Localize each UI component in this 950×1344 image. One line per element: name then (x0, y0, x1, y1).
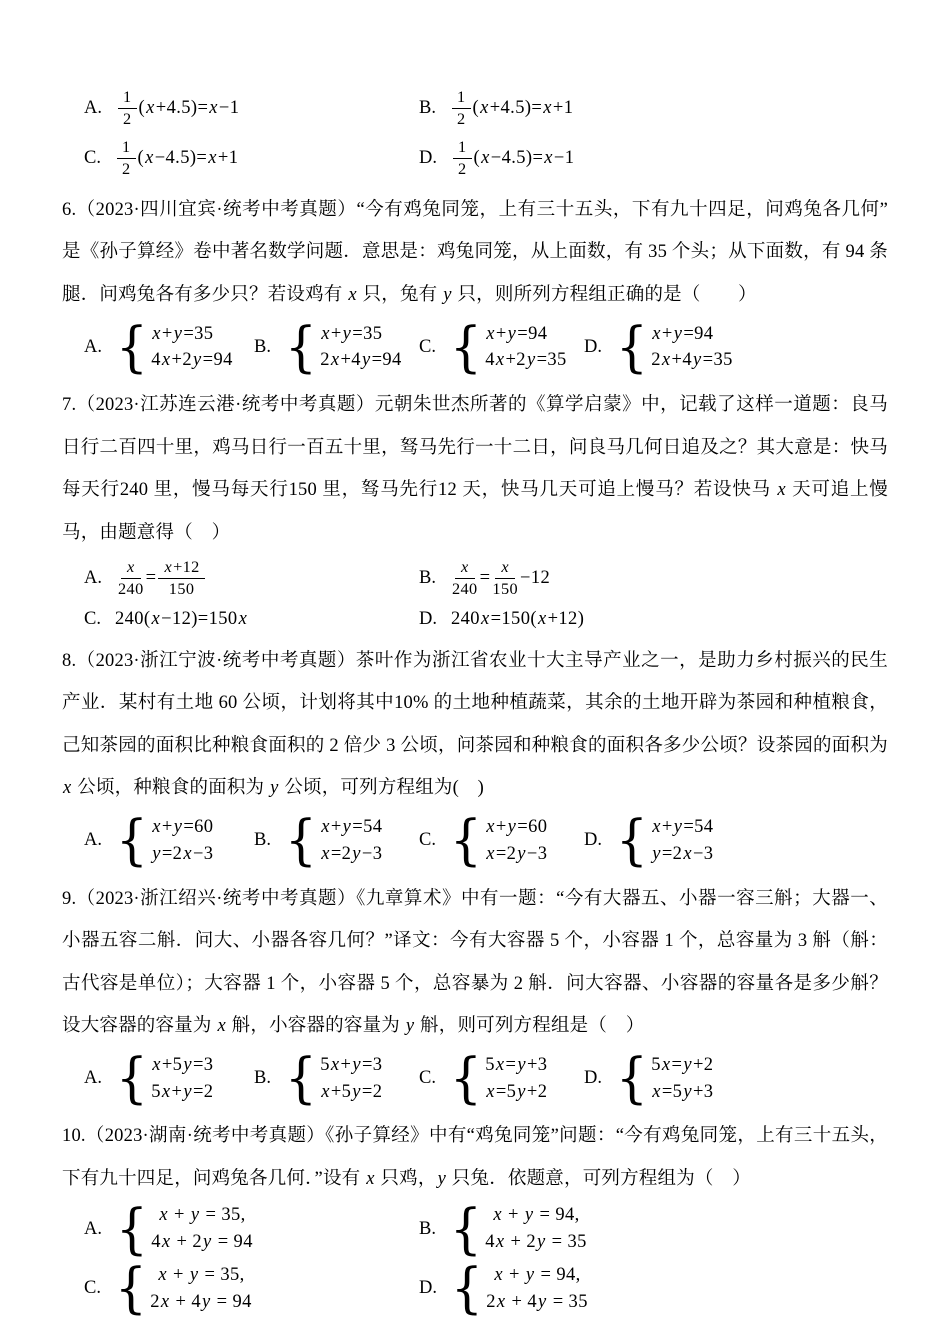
option-formula (616, 1046, 714, 1110)
question-6-option-c (419, 315, 584, 378)
option-label: D. (584, 336, 602, 357)
question-9-options (62, 1046, 888, 1110)
question-7-options-row-1 (62, 558, 888, 598)
fraction: $\frac{1}{2}$ (452, 88, 471, 128)
equation-system (116, 315, 233, 378)
question-9-option-a (84, 1046, 254, 1110)
equation: x+y=54 (652, 816, 714, 837)
equation: x+y=94 (486, 323, 548, 344)
question-6-options (62, 315, 888, 378)
option-label: C. (84, 608, 101, 629)
left-brace: { (116, 315, 149, 378)
question-10-option-a (84, 1197, 419, 1260)
option-label: B. (254, 830, 271, 851)
equation-system (449, 808, 548, 872)
left-brace: { (284, 1046, 318, 1110)
option-label: D. (584, 1068, 602, 1089)
equation: x+y=60 (486, 816, 548, 837)
equation-system (284, 1046, 383, 1110)
left-brace: { (451, 1256, 484, 1320)
option-label: D. (584, 830, 602, 851)
left-brace: { (116, 1046, 149, 1110)
question-7-option-c (84, 609, 419, 630)
option-label: C. (419, 830, 436, 851)
option-formula (284, 808, 383, 872)
option-formula (449, 1197, 587, 1260)
equation: x+5y=3 (152, 1054, 214, 1075)
option-label: D. (419, 1278, 437, 1299)
equation: 5x=y+3 (485, 1054, 548, 1075)
option-formula (451, 1256, 588, 1320)
option-label: B. (419, 97, 436, 118)
left-brace: { (284, 808, 318, 872)
equation-system (616, 315, 733, 378)
question-8-stem: 8.（2023·浙江宁波·统考中考真题）茶叶作为浙江省农业十大主导产业之一，是助力乡村振兴的民生产业．某村有土地 60 公顷，计划将其中10% 的土地种植蔬菜，其余的土地开辟为茶园和种植粮食，己知茶园的面积比种粮食面积的 2 倍少 3 公顷，问茶园和种粮食的面积各多少公顷？设茶园的面积为 x 公顷，种粮食的面积为 y 公顷，可列方程组为( ) (62, 650, 888, 799)
option-formula (616, 808, 714, 872)
option-formula (116, 808, 214, 872)
equation: x=5y+2 (486, 1081, 548, 1102)
left-brace: { (616, 1046, 649, 1110)
question-8-options (62, 808, 888, 872)
orphan-option-a (84, 88, 419, 128)
option-label: A. (84, 830, 102, 851)
option-label: A. (84, 336, 102, 357)
equation: x + y = 94, (494, 1265, 581, 1286)
option-formula: $\frac{1}{2}$ ( x +4.5)= x −1 (116, 88, 239, 128)
question-6-option-a (84, 315, 254, 378)
equation: x+y=94 (652, 323, 714, 344)
option-label: A. (84, 1068, 102, 1089)
option-label: A. (84, 97, 102, 118)
equation-system (284, 808, 383, 872)
left-brace: { (284, 315, 318, 378)
left-brace: { (449, 1197, 483, 1260)
option-formula (449, 808, 548, 872)
option-label: B. (419, 1218, 436, 1239)
question-8 (62, 640, 888, 872)
option-label: C. (419, 336, 436, 357)
left-brace: { (616, 808, 649, 872)
equation-system (284, 315, 402, 378)
question-7-options-row-2 (62, 609, 888, 630)
question-9-option-c (419, 1046, 584, 1110)
option-formula: 240 x =150( x +12) (451, 608, 585, 629)
option-formula: $\frac{1}{2}$ ( x +4.5)= x +1 (450, 88, 573, 128)
equation-system (116, 1197, 253, 1260)
equation-system (616, 1046, 714, 1110)
equation-system (451, 1256, 588, 1320)
equation: 5x+y=2 (151, 1081, 214, 1102)
equation-system (449, 1046, 548, 1110)
question-10 (62, 1115, 888, 1320)
equation: x + y = 94, (493, 1205, 580, 1226)
equation: 4x+2y=35 (485, 350, 567, 371)
fraction: $\frac{1}{2}$ (453, 138, 472, 178)
option-label: C. (84, 1278, 101, 1299)
equation-system (116, 1046, 214, 1110)
question-8-option-d (584, 808, 888, 872)
question-8-option-a (84, 808, 254, 872)
equation-system (116, 808, 214, 872)
question-10-option-c (84, 1256, 419, 1320)
option-formula (284, 1046, 383, 1110)
option-label: C. (419, 1068, 436, 1089)
equation: 2x + 4y = 35 (486, 1291, 588, 1312)
option-label: B. (254, 1068, 271, 1089)
option-formula (116, 315, 233, 378)
equation: x=2y−3 (321, 843, 383, 864)
equation-system (616, 808, 714, 872)
option-formula: 240( x −12)=150 x (114, 608, 248, 629)
equation: x + y = 35, (158, 1265, 245, 1286)
question-8-option-b (254, 808, 419, 872)
left-brace: { (116, 1197, 149, 1260)
option-label: A. (84, 568, 102, 589)
question-9 (62, 878, 888, 1110)
equation: x+y=54 (321, 816, 383, 837)
left-brace: { (616, 315, 649, 378)
option-label: C. (84, 148, 101, 169)
fraction: $\frac{x+12}{150}$ (158, 558, 204, 598)
question-9-option-d (584, 1046, 888, 1110)
question-10-options-row-1 (62, 1197, 888, 1260)
equation: x+5y=2 (321, 1081, 383, 1102)
equation: x=2y−3 (486, 843, 548, 864)
fraction: $\frac{1}{2}$ (117, 138, 136, 178)
left-brace: { (114, 1256, 148, 1320)
question-10-option-b (419, 1197, 888, 1260)
left-brace: { (449, 1046, 483, 1110)
equation: 2x+4y=94 (320, 350, 402, 371)
option-label: B. (419, 568, 436, 589)
equation: x+y=60 (152, 816, 214, 837)
option-formula: $\frac{1}{2}$ ( x −4.5)= x +1 (115, 138, 238, 178)
question-6-stem: 6.（2023·四川宜宾·统考中考真题）“今有鸡兔同笼，上有三十五头，下有九十四足，问鸡兔各几何”是《孙子算经》卷中著名数学问题．意思是：鸡兔同笼，从上面数，有 35 个头；从下面数，有 94 条腿．问鸡兔各有多少只？若设鸡有 x 只，兔有 y 只，则所列方程组正确的是（ ） (62, 199, 888, 305)
orphan-option-c (84, 138, 419, 178)
left-brace: { (449, 315, 483, 378)
fraction: $\frac{x}{240}$ (118, 557, 144, 599)
orphan-option-b (419, 88, 888, 128)
equation: 4x + 2y = 94 (151, 1232, 253, 1253)
equation: x+y=35 (321, 323, 383, 344)
equation: 4x+2y=94 (151, 350, 233, 371)
fraction: $\frac{1}{2}$ (118, 88, 137, 128)
question-7-stem: 7.（2023·江苏连云港·统考中考真题）元朝朱世杰所著的《算学启蒙》中，记载了这样一道题：良马日行二百四十里，鸡马日行一百五十里，驽马先行一十二日，问良马几何日追及之？其大意是：快马每天行240 里，慢马每天行150 里，驽马先行12 天，快马几天可追上慢马？若设快马 x 天可追上慢马，由题意得（ ） (62, 395, 888, 543)
question-7-option-b (419, 558, 888, 598)
equation-system (114, 1256, 252, 1320)
option-formula: $\frac{x}{240}$ = $\frac{x+12}{150}$ (116, 558, 207, 598)
option-formula (284, 315, 402, 378)
question-10-stem: 10.（2023·湖南·统考中考真题）《孙子算经》中有“鸡兔同笼”问题：“今有鸡兔同笼，上有三十五头，下有九十四足，问鸡兔各几何．”设有 x 只鸡，y 只兔．依题意，可列方程组为（ ） (62, 1126, 888, 1189)
question-7-option-d (419, 609, 888, 630)
question-6 (62, 189, 888, 378)
question-9-stem: 9.（2023·浙江绍兴·统考中考真题）《九章算术》中有一题：“今有大器五、小器一容三斛；大器一、小器五容二斛．问大、小器各容几何？”译文：今有大容器 5 个，小容器 1 个，总容量为 3 斛（斛：古代容是单位）；大容器 1 个，小容器 5 个，总容暴为 2 斛．问大容器、小容器的容量各是多少斛？设大容器的容量为 x 斛，小容器的容量为 y 斛，则可列方程组是（ ） (62, 888, 888, 1037)
option-formula: $\frac{x}{240}$ = $\frac{x}{150}$ −12 (451, 557, 551, 599)
equation: x + y = 35, (159, 1205, 246, 1226)
fraction: $\frac{x}{240}$ (451, 557, 478, 599)
equation: 5x=y+2 (651, 1054, 714, 1075)
orphan-options (62, 88, 888, 179)
question-10-option-d (419, 1256, 888, 1320)
orphan-options-row-1 (62, 88, 888, 128)
equation: y=2x−3 (652, 843, 714, 864)
option-formula (116, 1197, 253, 1260)
question-6-option-d (584, 315, 888, 378)
left-brace: { (449, 808, 483, 872)
equation: x+y=35 (152, 323, 214, 344)
orphan-option-d (419, 138, 888, 178)
option-formula (449, 315, 567, 378)
question-7 (62, 384, 888, 630)
equation: x=5y+3 (652, 1081, 714, 1102)
equation-system (449, 1197, 587, 1260)
equation: 4x + 2y = 35 (485, 1232, 587, 1253)
question-10-options-row-2 (62, 1256, 888, 1320)
option-label: D. (419, 148, 437, 169)
equation: y=2x−3 (152, 843, 214, 864)
equation: 2x + 4y = 94 (150, 1291, 252, 1312)
question-6-option-b (254, 315, 419, 378)
question-9-option-b (254, 1046, 419, 1110)
left-brace: { (116, 808, 149, 872)
fraction: $\frac{x}{150}$ (492, 557, 519, 599)
option-formula (449, 1046, 548, 1110)
option-formula (616, 315, 733, 378)
option-formula: $\frac{1}{2}$ ( x −4.5)= x −1 (451, 138, 574, 178)
equation: 5x+y=3 (320, 1054, 383, 1075)
question-8-option-c (419, 808, 584, 872)
option-label: A. (84, 1218, 102, 1239)
option-formula (114, 1256, 252, 1320)
option-formula (116, 1046, 214, 1110)
option-label: B. (254, 336, 271, 357)
orphan-options-row-2 (62, 138, 888, 178)
option-label: D. (419, 608, 437, 629)
equation-system (449, 315, 567, 378)
equation: 2x+4y=35 (651, 350, 733, 371)
question-7-option-a (84, 558, 419, 598)
